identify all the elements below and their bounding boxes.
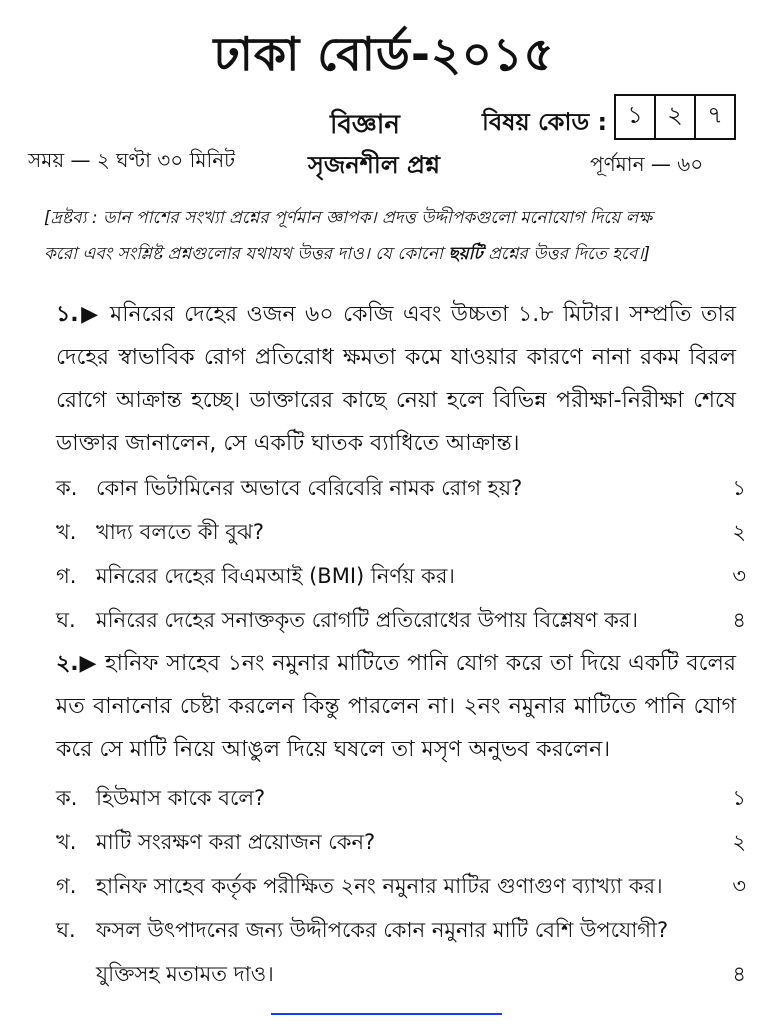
part-text: হিউমাস কাকে বলে?	[96, 786, 266, 810]
question-number: ১.▶	[56, 302, 101, 327]
part-label: ঘ.	[56, 918, 76, 942]
question-part	[56, 778, 746, 818]
part-label: খ.	[56, 830, 77, 854]
subject-code-label: বিষয় কোড :	[482, 108, 608, 136]
part-marks: ৩	[732, 564, 746, 588]
part-text: মাটি সংরক্ষণ করা প্রয়োজন কেন?	[96, 830, 376, 854]
subject-name: বিজ্ঞান	[330, 110, 400, 140]
part-label: খ.	[56, 520, 77, 544]
question-part	[56, 468, 746, 508]
question-part-continuation	[56, 954, 746, 994]
part-label: ক.	[56, 476, 78, 500]
full-marks: পূর্ণমান — ৬০	[590, 152, 704, 176]
question-stem-text: মনিরের দেহের ওজন ৬০ কেজি এবং উচ্চতা ১.৮ মিটার। সম্প্রতি তার দেহের স্বাভাবিক রোগ প্রতিরোধ ক্ষমতা কমে যাওয়ার কারণে নানা রকম বিরল রোগে আক্রান্ত হচ্ছে। ডাক্তারের কাছে নেয়া হলে বিভিন্ন পরীক্ষা-নিরীক্ষা শেষে ডাক্তার জানালেন, সে একটি ঘাতক ব্যাধিতে আক্রান্ত।	[56, 302, 736, 456]
page-title: ঢাকা বোর্ড-২০১৫	[213, 27, 555, 81]
part-marks: ৩	[732, 874, 746, 898]
part-text: কোন ভিটামিনের অভাবে বেরিবেরি নামক রোগ হয়?	[96, 476, 523, 500]
part-text: ফসল উৎপাদনের জন্য উদ্দীপকের কোন নমুনার মাটি বেশি উপযোগী?	[96, 918, 669, 942]
part-marks: ৪	[732, 962, 746, 986]
part-text: মনিরের দেহের সনাক্তকৃত রোগটি প্রতিরোধের উপায় বিশ্লেষণ কর।	[96, 608, 638, 632]
instruction-emphasis: ছয়টি	[448, 244, 483, 264]
part-text: খাদ্য বলতে কী বুঝ?	[96, 520, 264, 544]
question-part	[56, 600, 746, 640]
part-marks: ১	[732, 786, 746, 810]
instruction-note	[44, 200, 734, 272]
part-label: গ.	[56, 874, 77, 898]
part-marks: ২	[732, 520, 746, 544]
question-part	[56, 512, 746, 552]
question-part	[56, 822, 746, 862]
subject-code-digit: ৭	[694, 96, 734, 138]
instruction-line-2: করো এবং সংশ্লিষ্ট প্রশ্নগুলোর যথাযথ উত্তর দাও। যে কোনো ছয়টি প্রশ্নের উত্তর দিতে হবে।]	[44, 244, 651, 264]
subject-code-digit: ২	[654, 96, 694, 138]
part-marks: ১	[732, 476, 746, 500]
question-part	[56, 556, 746, 596]
part-marks	[716, 910, 746, 950]
instruction-line-1: [দ্রষ্টব্য : ডান পাশের সংখ্যা প্রশ্নের পূর্ণমান জ্ঞাপক। প্রদত্ত উদ্দীপকগুলো মনোযোগ দিয়ে লক্ষ	[44, 208, 653, 228]
part-label: ক.	[56, 786, 78, 810]
part-text: হানিফ সাহেব কর্তৃক পরীক্ষিত ২নং নমুনার মাটির গুণাগুণ ব্যাখ্যা কর।	[96, 874, 663, 898]
footer-divider	[271, 1013, 502, 1015]
question-part	[56, 910, 746, 950]
subject-code-digit: ১	[627, 101, 643, 129]
question-type: সৃজনশীল প্রশ্ন	[308, 151, 440, 179]
part-marks: ৪	[732, 608, 746, 632]
question-1-stem	[56, 293, 736, 465]
part-marks: ২	[732, 830, 746, 854]
part-text: মনিরের দেহের বিএমআই (BMI) নির্ণয় কর।	[96, 564, 455, 588]
part-text: যুক্তিসহ মতামত দাও।	[96, 962, 274, 986]
question-part	[56, 866, 746, 906]
part-label: ঘ.	[56, 608, 76, 632]
subject-code-box	[614, 94, 736, 140]
question-2-stem	[56, 642, 736, 771]
exam-time: সময় — ২ ঘণ্টা ৩০ মিনিট	[28, 148, 236, 172]
question-stem-text: হানিফ সাহেব ১নং নমুনার মাটিতে পানি যোগ করে তা দিয়ে একটি বলের মত বানানোর চেষ্টা করলেন কিন্তু পারলেন না। ২নং নমুনার মাটিতে পানি যোগ করে সে মাটি নিয়ে আঙুল দিয়ে ঘষলে তা মসৃণ অনুভব করলেন।	[56, 651, 736, 762]
question-number: ২.▶	[56, 651, 98, 676]
part-label: গ.	[56, 564, 77, 588]
